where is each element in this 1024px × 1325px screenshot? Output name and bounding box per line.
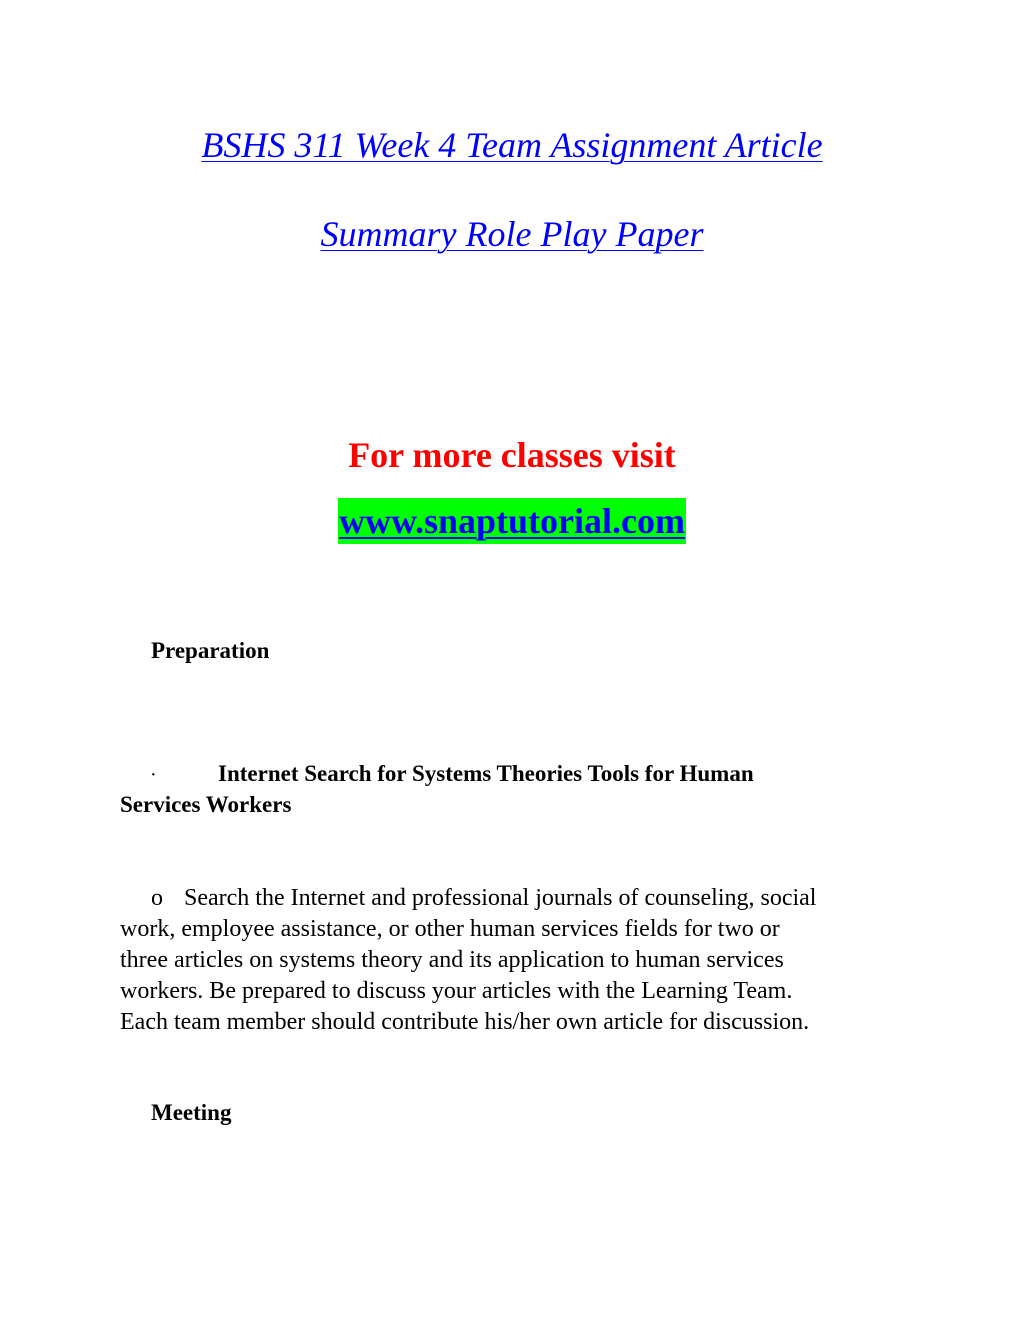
promo-url-container xyxy=(0,498,1024,554)
title-link-line-2[interactable]: Summary Role Play Paper xyxy=(320,214,704,254)
paragraph-line: three articles on systems theory and its application to human services xyxy=(120,947,784,973)
paragraph-line: Each team member should contribute his/her own article for discussion. xyxy=(120,1009,810,1035)
paragraph-line: workers. Be prepared to discuss your articles with the Learning Team. xyxy=(120,978,793,1004)
promo-url-link[interactable]: www.snaptutorial.com xyxy=(338,498,686,544)
sub-item-marker: o xyxy=(151,885,163,911)
promo-text: For more classes visit xyxy=(348,435,676,475)
title-link-line-1[interactable]: BSHS 311 Week 4 Team Assignment Article xyxy=(201,125,823,165)
bullet-marker: · xyxy=(150,764,157,786)
bullet-item-line-1: Internet Search for Systems Theories Tools for Human xyxy=(218,761,754,786)
paragraph-line: Search the Internet and professional journals of counseling, social xyxy=(184,885,817,911)
bullet-item-line-2: Services Workers xyxy=(120,792,292,817)
paragraph-line: work, employee assistance, or other human services fields for two or xyxy=(120,916,780,942)
meeting-heading: Meeting xyxy=(151,1100,232,1125)
preparation-heading: Preparation xyxy=(151,638,270,663)
